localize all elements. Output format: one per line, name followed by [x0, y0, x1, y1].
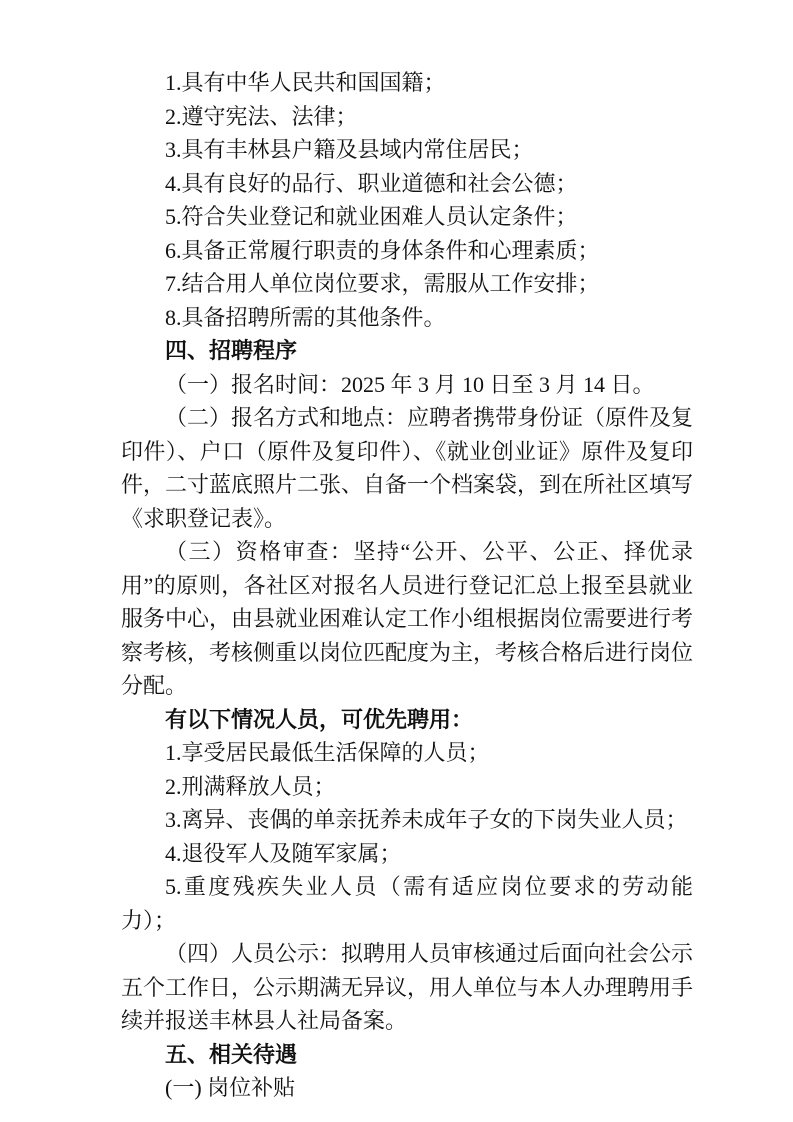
section-heading: 五、相关待遇	[165, 1041, 298, 1067]
document-paragraph: 8.具备招聘所需的其他条件。	[165, 304, 446, 330]
document-paragraph: 2.刑满释放人员；	[165, 773, 336, 799]
document-paragraph: 2.遵守宪法、法律；	[165, 103, 358, 129]
document-paragraph: 4.退役军人及随军家属；	[165, 840, 402, 866]
document-paragraph: 6.具备正常履行职责的身体条件和心理素质；	[165, 237, 600, 263]
document-paragraph: （二）报名方式和地点：应聘者携带身份证（原件及复印件）、户口（原件及复印件）、《就业创业证》原件及复印件，二寸蓝底照片二张、自备一个档案袋，到在所社区填写《求职登记表》。	[121, 405, 694, 531]
document-paragraph: 3.具有丰林县户籍及县域内常住居民；	[165, 137, 534, 162]
section-heading: 有以下情况人员，可优先聘用：	[165, 706, 474, 732]
document-paragraph: 5.重度残疾失业人员（需有适应岗位要求的劳动能力）；	[121, 874, 693, 933]
document-paragraph: （三）资格审查：坚持“公开、公平、公正、择优录用”的原则，各社区对报名人员进行登记汇总上报至县就业服务中心，由县就业困难认定工作小组根据岗位需要进行考察考核，考核侧重以岗位匹配度为主，考核合格后进行岗位分配。	[121, 539, 694, 698]
document-paragraph: 3.离异、丧偶的单亲抚养未成年子女的下岗失业人员；	[165, 807, 688, 832]
document-paragraph: (一) 岗位补贴	[165, 1075, 296, 1100]
document-paragraph: （四）人员公示：拟聘用人员审核通过后面向社会公示五个工作日，公示期满无异议，用人单位与本人办理聘用手续并报送丰林县人社局备案。	[121, 941, 694, 1033]
document-text-block	[121, 66, 693, 1105]
document-paragraph: 7.结合用人单位岗位要求，需服从工作安排；	[165, 271, 600, 296]
document-paragraph: 4.具有良好的品行、职业道德和社会公德；	[165, 170, 578, 196]
document-paragraph: （一）报名时间：2025 年 3 月 10 日至 3 月 14 日。	[165, 371, 655, 397]
document-paragraph: 1.享受居民最低生活保障的人员；	[165, 740, 490, 765]
document-paragraph: 1.具有中华人民共和国国籍；	[165, 70, 446, 95]
document-paragraph: 5.符合失业登记和就业困难人员认定条件；	[165, 204, 578, 229]
section-heading: 四、招聘程序	[165, 338, 298, 363]
